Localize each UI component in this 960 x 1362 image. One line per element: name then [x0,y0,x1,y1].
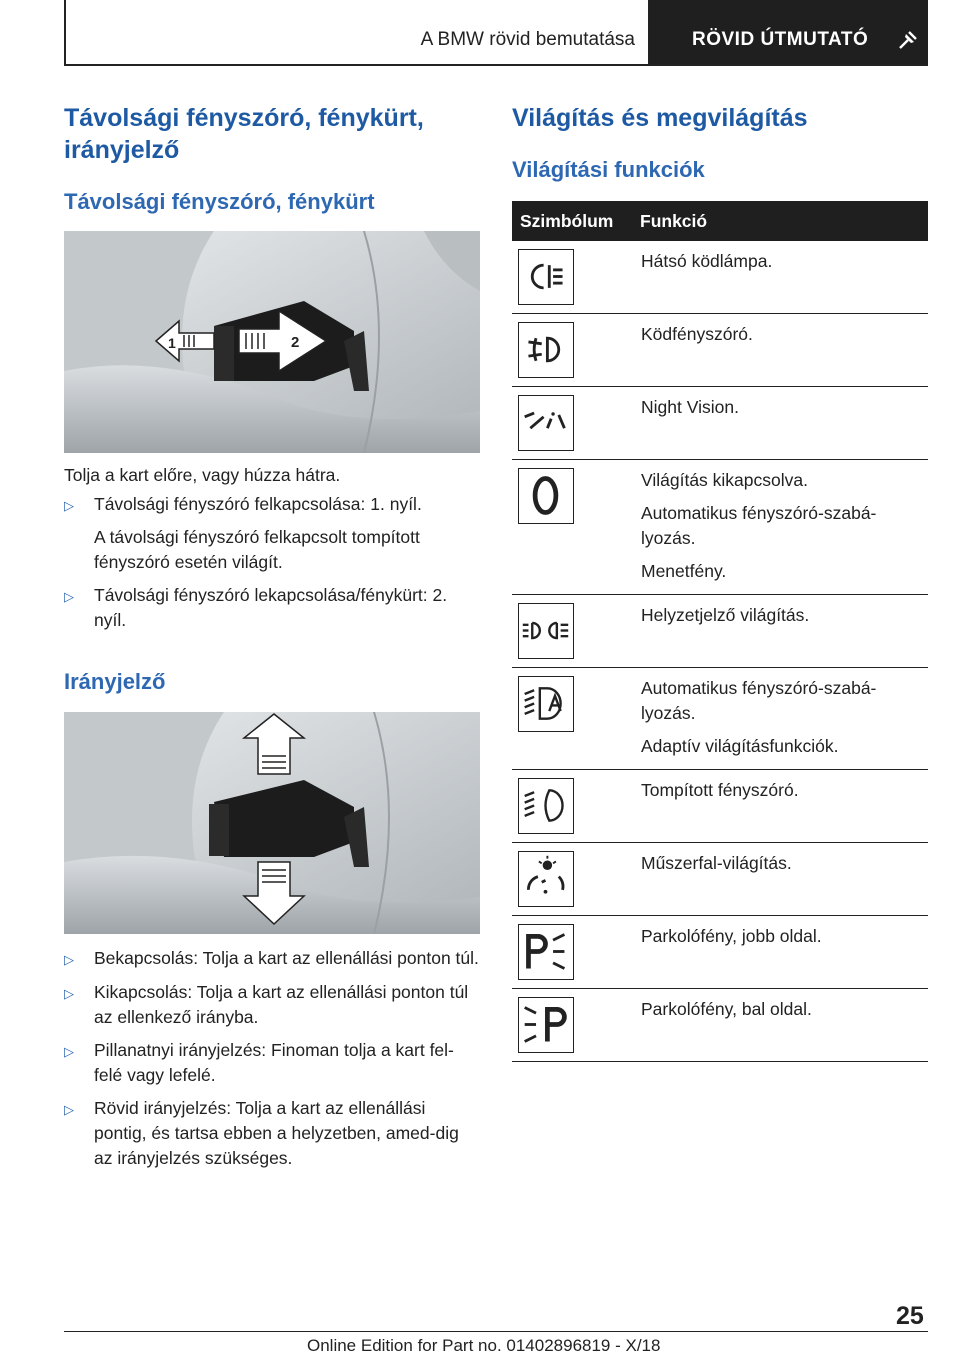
header-rule-left [64,0,66,66]
turn-signal-lever-photo [64,712,480,934]
rear-fog-lamp-icon [518,249,574,305]
function-text: Világítás kikapcsolva. [641,470,808,490]
header-section: A BMW rövid bemutatása [420,29,635,50]
bullet-text: Bekapcsolás: Tolja a kart az ellenállási ponton túl. [94,948,479,968]
quick-guide-icon [898,30,918,50]
bullet-triangle-icon: ▷ [64,498,74,513]
table-row [512,668,928,770]
bullet-item [64,583,480,633]
night-vision-icon [518,395,574,451]
subsection-high-beam: Távolsági fényszóró, fénykürt [64,189,375,214]
front-fog-lamp-icon [518,322,574,378]
bullet-item [64,492,480,575]
arrow-label-2: 2 [291,334,300,351]
footer-rule [64,1331,928,1332]
function-text: Night Vision. [641,397,739,417]
table-row [512,314,928,387]
function-text: Menetfény. [641,561,727,581]
bullet-item [64,1038,480,1088]
table-row [512,916,928,989]
subsection-turn-signal: Irányjelző [64,669,166,694]
bullet-triangle-icon: ▷ [64,1044,74,1059]
table-row [512,595,928,668]
table-row [512,989,928,1062]
lighting-symbol-table [512,201,928,1062]
subsection-lighting-functions: Világítási funkciók [512,157,705,182]
bullet-triangle-icon: ▷ [64,986,74,1001]
bullet-triangle-icon: ▷ [64,952,74,967]
parking-light-right-icon [518,924,574,980]
right-column [512,102,928,1062]
bullet-triangle-icon: ▷ [64,1102,74,1117]
high-beam-lever-photo [64,231,480,453]
bullet-text: Távolsági fényszóró felkapcsolása: 1. nyíl. [94,494,422,514]
table-row [512,843,928,916]
section-title: Távolsági fényszóró, fénykürt, irányjelző [64,104,424,164]
left-column [64,102,480,1171]
bullet-note: A távolsági fényszóró felkapcsolt tompított fényszóró esetén világít. [94,527,420,572]
col-header-symbol: Szimbólum [512,201,632,241]
function-text: Helyzetjelző világítás. [641,605,810,625]
function-text: Hátsó ködlámpa. [641,251,773,271]
table-row [512,770,928,843]
table-row [512,241,928,314]
parking-lights-icon [518,603,574,659]
function-text: Parkolófény, jobb oldal. [641,926,822,946]
low-beam-icon [518,778,574,834]
function-text: Automatikus fényszóró-szabá-lyozás. [641,678,877,723]
header-chapter-tab [650,0,928,64]
bullet-text: Pillanatnyi irányjelzés: Finoman tolja a kart fel-felé vagy lefelé. [94,1040,454,1085]
bullet-item [64,980,480,1030]
header-rule [64,64,928,66]
lights-off-icon [518,468,574,524]
function-text: Tompított fényszóró. [641,780,799,800]
page-number: 25 [896,1302,924,1330]
instrument-lighting-icon [518,851,574,907]
auto-headlight-icon [518,676,574,732]
function-text: Automatikus fényszóró-szabá-lyozás. [641,503,877,548]
intro-text: Tolja a kart előre, vagy húzza hátra. [64,465,341,485]
bullet-item [64,946,480,972]
arrow-label-1: 1 [168,335,176,351]
bullet-text: Távolsági fényszóró lekapcsolása/fénykürt: 2. nyíl. [94,585,448,630]
function-text: Műszerfal-világítás. [641,853,792,873]
table-row [512,460,928,595]
header-chapter: RÖVID ÚTMUTATÓ [692,29,869,50]
edition-info: Online Edition for Part no. 01402896819 - X/18 [307,1336,661,1355]
function-text: Adaptív világításfunkciók. [641,736,839,756]
bullet-triangle-icon: ▷ [64,589,74,604]
bullet-text: Rövid irányjelzés: Tolja a kart az ellenállási pontig, és tartsa ebben a helyzetben, amed-dig az irányjelzés szükséges. [94,1098,459,1168]
table-row [512,387,928,460]
function-text: Parkolófény, bal oldal. [641,999,812,1019]
section-title-lighting: Világítás és megvilágítás [512,104,808,132]
bullet-text: Kikapcsolás: Tolja a kart az ellenállási ponton túl az ellenkező irányba. [94,982,469,1027]
function-text: Ködfényszóró. [641,324,753,344]
bullet-item [64,1096,480,1171]
col-header-function: Funkció [632,201,928,241]
parking-light-left-icon [518,997,574,1053]
